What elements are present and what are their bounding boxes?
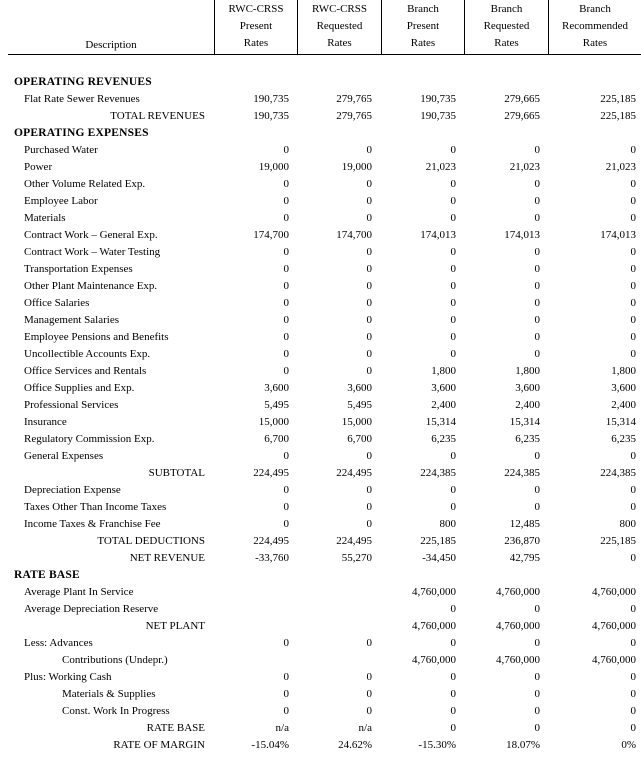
column-header-line: Branch — [579, 3, 611, 15]
cell-value: 0 — [630, 246, 636, 258]
column-header-line: Rates — [410, 37, 436, 49]
cell-value: 224,385 — [420, 467, 456, 479]
cell-value: 0 — [366, 263, 372, 275]
row-label: Average Depreciation Reserve — [24, 603, 159, 615]
table-row — [0, 193, 641, 210]
cell-value: 0 — [630, 212, 636, 224]
cell-value: 0 — [534, 280, 540, 292]
cell-value: 6,235 — [515, 433, 540, 445]
cell-value: 224,495 — [253, 467, 289, 479]
column-header-2 — [297, 0, 381, 54]
cell-value: 190,735 — [253, 93, 289, 105]
cell-value: 0 — [450, 501, 456, 513]
column-header-line: Requested — [316, 20, 363, 32]
table-row — [0, 669, 641, 686]
cell-value: 174,700 — [253, 229, 289, 241]
cell-value: 0 — [534, 484, 540, 496]
row-label: TOTAL REVENUES — [110, 110, 205, 122]
row-label: Uncollectible Accounts Exp. — [24, 348, 151, 360]
cell-value: 0 — [283, 212, 289, 224]
cell-value: 0 — [534, 348, 540, 360]
row-label: Regulatory Commission Exp. — [24, 433, 155, 445]
cell-value: 1,800 — [515, 365, 540, 377]
cell-value: 0 — [366, 212, 372, 224]
section-heading-row — [0, 74, 641, 91]
column-header-line: Rates — [327, 37, 352, 49]
cell-value: 0 — [534, 178, 540, 190]
column-header-5 — [548, 0, 641, 54]
table-row — [0, 482, 641, 499]
cell-value: 0% — [621, 739, 636, 751]
cell-value: 0 — [366, 348, 372, 360]
column-header-line: RWC-CRSS — [311, 3, 368, 15]
row-label: Plus: Working Cash — [24, 671, 112, 683]
row-label: Contract Work – General Exp. — [24, 229, 158, 241]
cell-value: -33,760 — [255, 552, 289, 564]
header-rule — [8, 54, 641, 55]
cell-value: 0 — [283, 314, 289, 326]
cell-value: 4,760,000 — [412, 586, 456, 598]
cell-value: 4,760,000 — [496, 586, 540, 598]
cell-value: 4,760,000 — [592, 654, 636, 666]
cell-value: 0 — [534, 637, 540, 649]
cell-value: 0 — [366, 365, 372, 377]
cell-value: 0 — [534, 671, 540, 683]
table-row — [0, 618, 641, 635]
cell-value: 224,495 — [336, 535, 372, 547]
table-row — [0, 601, 641, 618]
cell-value: 0 — [366, 178, 372, 190]
cell-value: 0 — [366, 671, 372, 683]
cell-value: 0 — [366, 501, 372, 513]
cell-value: 0 — [366, 331, 372, 343]
cell-value: 0 — [283, 263, 289, 275]
cell-value: 0 — [450, 603, 456, 615]
cell-value: 0 — [534, 501, 540, 513]
cell-value: 0 — [450, 212, 456, 224]
cell-value: 0 — [630, 688, 636, 700]
cell-value: 0 — [630, 348, 636, 360]
cell-value: 0 — [534, 603, 540, 615]
cell-value: 190,735 — [420, 93, 456, 105]
cell-value: 0 — [534, 705, 540, 717]
cell-value: 190,735 — [420, 110, 456, 122]
cell-value: 5,495 — [347, 399, 372, 411]
cell-value: 0 — [534, 450, 540, 462]
column-header-line: Branch — [407, 3, 439, 15]
cell-value: 0 — [630, 178, 636, 190]
table-row — [0, 652, 641, 669]
row-label: Transportation Expenses — [24, 263, 133, 275]
cell-value: 0 — [630, 144, 636, 156]
cell-value: 279,665 — [504, 93, 540, 105]
table-row — [0, 737, 641, 754]
cell-value: 0 — [366, 297, 372, 309]
row-label: Management Salaries — [24, 314, 119, 326]
table-row — [0, 550, 641, 567]
column-header-line: Present — [406, 20, 440, 32]
cell-value: 0 — [534, 246, 540, 258]
table-row — [0, 703, 641, 720]
cell-value: 0 — [534, 331, 540, 343]
table-row — [0, 635, 641, 652]
cell-value: 0 — [283, 365, 289, 377]
cell-value: 174,013 — [504, 229, 540, 241]
cell-value: 190,735 — [253, 110, 289, 122]
table-row — [0, 720, 641, 737]
table-row — [0, 295, 641, 312]
cell-value: 3,600 — [431, 382, 456, 394]
row-label: Office Supplies and Exp. — [24, 382, 135, 394]
header-description: Description — [85, 39, 137, 51]
table-row — [0, 380, 641, 397]
row-label: Employee Pensions and Benefits — [24, 331, 169, 343]
cell-value: -15.30% — [418, 739, 456, 751]
cell-value: 0 — [283, 144, 289, 156]
cell-value: 0 — [630, 501, 636, 513]
cell-value: 225,185 — [600, 110, 636, 122]
cell-value: 0 — [630, 484, 636, 496]
cell-value: -34,450 — [422, 552, 456, 564]
row-label: General Expenses — [24, 450, 104, 462]
cell-value: 0 — [450, 280, 456, 292]
table-row — [0, 176, 641, 193]
row-label: Contributions (Undepr.) — [62, 654, 168, 666]
cell-value: 0 — [450, 263, 456, 275]
cell-value: 0 — [366, 450, 372, 462]
column-header-1 — [214, 0, 297, 54]
row-label: Materials — [24, 212, 66, 224]
table-row — [0, 159, 641, 176]
cell-value: n/a — [275, 722, 289, 734]
cell-value: 0 — [450, 144, 456, 156]
table-row — [0, 278, 641, 295]
table-row — [0, 210, 641, 227]
section-title: OPERATING EXPENSES — [14, 127, 149, 139]
row-label: RATE OF MARGIN — [113, 739, 205, 751]
column-header-4 — [464, 0, 548, 54]
row-label: Materials & Supplies — [62, 688, 156, 700]
cell-value: 1,800 — [431, 365, 456, 377]
cell-value: 0 — [366, 518, 372, 530]
cell-value: 0 — [630, 297, 636, 309]
column-header-line: Rates — [494, 37, 519, 49]
cell-value: 3,600 — [347, 382, 372, 394]
cell-value: 0 — [450, 246, 456, 258]
row-label: Less: Advances — [24, 637, 93, 649]
table-row — [0, 448, 641, 465]
cell-value: 0 — [630, 705, 636, 717]
cell-value: 225,185 — [600, 535, 636, 547]
column-header-line: Present — [239, 20, 273, 32]
cell-value: 18.07% — [506, 739, 540, 751]
cell-value: 1,800 — [611, 365, 636, 377]
table-row — [0, 244, 641, 261]
cell-value: 0 — [534, 297, 540, 309]
cell-value: 174,013 — [600, 229, 636, 241]
cell-value: 0 — [534, 144, 540, 156]
table-row — [0, 142, 641, 159]
table-row — [0, 91, 641, 108]
table-row — [0, 363, 641, 380]
cell-value: 0 — [450, 178, 456, 190]
row-label: Professional Services — [24, 399, 119, 411]
cell-value: 0 — [366, 637, 372, 649]
row-label: NET REVENUE — [129, 552, 205, 564]
table-row — [0, 108, 641, 125]
cell-value: 0 — [534, 263, 540, 275]
cell-value: 3,600 — [515, 382, 540, 394]
cell-value: 0 — [450, 314, 456, 326]
cell-value: 0 — [283, 246, 289, 258]
cell-value: 3,600 — [611, 382, 636, 394]
table-row — [0, 686, 641, 703]
column-header-line: Branch — [490, 3, 523, 15]
cell-value: 2,400 — [431, 399, 456, 411]
column-header-line: Recommended — [562, 20, 628, 32]
row-label: Insurance — [24, 416, 67, 428]
cell-value: 0 — [630, 603, 636, 615]
cell-value: 0 — [283, 348, 289, 360]
cell-value: 0 — [630, 314, 636, 326]
cell-value: 0 — [283, 484, 289, 496]
cell-value: 0 — [366, 144, 372, 156]
cell-value: 225,185 — [420, 535, 456, 547]
cell-value: 4,760,000 — [412, 620, 456, 632]
cell-value: 0 — [534, 212, 540, 224]
cell-value: 0 — [450, 484, 456, 496]
cell-value: 0 — [630, 552, 636, 564]
cell-value: 0 — [450, 450, 456, 462]
row-label: Office Services and Rentals — [24, 365, 147, 377]
table-row — [0, 465, 641, 482]
section-title: RATE BASE — [14, 569, 80, 581]
cell-value: 2,400 — [611, 399, 636, 411]
row-label: Contract Work – Water Testing — [24, 246, 161, 258]
row-label: Employee Labor — [24, 195, 98, 207]
row-label: Other Volume Related Exp. — [24, 178, 146, 190]
column-header-3 — [381, 0, 464, 54]
cell-value: 0 — [366, 484, 372, 496]
row-label: RATE BASE — [146, 722, 205, 734]
cell-value: 4,760,000 — [496, 620, 540, 632]
cell-value: 19,000 — [341, 161, 372, 173]
cell-value: 0 — [283, 518, 289, 530]
row-label: Depreciation Expense — [24, 484, 121, 496]
row-label: Other Plant Maintenance Exp. — [24, 280, 158, 292]
cell-value: 15,314 — [425, 416, 456, 428]
cell-value: 0 — [283, 501, 289, 513]
cell-value: 279,765 — [336, 110, 372, 122]
cell-value: 0 — [534, 722, 540, 734]
cell-value: 0 — [283, 297, 289, 309]
cell-value: 0 — [366, 246, 372, 258]
cell-value: 800 — [619, 518, 636, 530]
cell-value: 174,013 — [420, 229, 456, 241]
cell-value: 0 — [366, 280, 372, 292]
row-label: Purchased Water — [24, 144, 98, 156]
table-header — [0, 0, 641, 56]
cell-value: 224,495 — [336, 467, 372, 479]
column-header-line: Rates — [582, 37, 608, 49]
cell-value: 15,000 — [341, 416, 372, 428]
cell-value: 12,485 — [509, 518, 540, 530]
cell-value: 224,385 — [600, 467, 636, 479]
cell-value: 15,314 — [509, 416, 540, 428]
cell-value: 0 — [630, 331, 636, 343]
cell-value: 174,700 — [336, 229, 372, 241]
cell-value: 15,000 — [258, 416, 289, 428]
cell-value: 2,400 — [515, 399, 540, 411]
table-row — [0, 329, 641, 346]
cell-value: 0 — [283, 671, 289, 683]
cell-value: 5,495 — [264, 399, 289, 411]
row-label: Income Taxes & Franchise Fee — [24, 518, 161, 530]
column-header-line: Rates — [243, 37, 269, 49]
row-label: TOTAL DEDUCTIONS — [97, 535, 205, 547]
row-label: Taxes Other Than Income Taxes — [24, 501, 167, 513]
cell-value: 0 — [366, 688, 372, 700]
cell-value: 0 — [630, 450, 636, 462]
table-row — [0, 499, 641, 516]
cell-value: 0 — [630, 637, 636, 649]
cell-value: -15.04% — [251, 739, 289, 751]
section-heading-row — [0, 567, 641, 584]
table-row — [0, 414, 641, 431]
cell-value: 6,700 — [347, 433, 372, 445]
cell-value: 0 — [283, 280, 289, 292]
cell-value: 0 — [450, 637, 456, 649]
cell-value: 0 — [366, 705, 372, 717]
section-title: OPERATING REVENUES — [14, 76, 152, 88]
cell-value: 0 — [283, 637, 289, 649]
cell-value: 0 — [450, 722, 456, 734]
table-row — [0, 431, 641, 448]
row-label: NET PLANT — [145, 620, 205, 632]
cell-value: 0 — [283, 178, 289, 190]
cell-value: 21,023 — [509, 161, 540, 173]
column-header-line: RWC-CRSS — [228, 3, 284, 15]
table-row — [0, 584, 641, 601]
cell-value: 279,665 — [504, 110, 540, 122]
cell-value: 19,000 — [258, 161, 289, 173]
cell-value: 0 — [450, 348, 456, 360]
table-row — [0, 227, 641, 244]
section-heading-row — [0, 125, 641, 142]
cell-value: 4,760,000 — [592, 586, 636, 598]
cell-value: 224,495 — [253, 535, 289, 547]
cell-value: 236,870 — [504, 535, 540, 547]
cell-value: 0 — [283, 331, 289, 343]
cell-value: 0 — [630, 671, 636, 683]
cell-value: 0 — [283, 195, 289, 207]
cell-value: 0 — [450, 297, 456, 309]
cell-value: 0 — [366, 314, 372, 326]
cell-value: 3,600 — [264, 382, 289, 394]
table-row — [0, 516, 641, 533]
cell-value: 6,700 — [264, 433, 289, 445]
cell-value: 0 — [450, 688, 456, 700]
cell-value: 800 — [439, 518, 456, 530]
row-label: Const. Work In Progress — [62, 705, 170, 717]
table-row — [0, 261, 641, 278]
cell-value: 0 — [283, 450, 289, 462]
cell-value: 21,023 — [425, 161, 456, 173]
cell-value: 0 — [450, 331, 456, 343]
row-label: Average Plant In Service — [24, 586, 134, 598]
row-label: Office Salaries — [24, 297, 90, 309]
cell-value: 42,795 — [509, 552, 540, 564]
cell-value: 24.62% — [338, 739, 372, 751]
cell-value: 21,023 — [605, 161, 636, 173]
cell-value: 0 — [630, 722, 636, 734]
cell-value: 0 — [450, 195, 456, 207]
cell-value: 0 — [630, 195, 636, 207]
cell-value: 279,765 — [336, 93, 372, 105]
cell-value: 0 — [630, 263, 636, 275]
row-label: SUBTOTAL — [148, 467, 205, 479]
cell-value: 55,270 — [341, 552, 372, 564]
cell-value: n/a — [358, 722, 372, 734]
cell-value: 0 — [366, 195, 372, 207]
row-label: Power — [24, 161, 53, 173]
cell-value: 0 — [630, 280, 636, 292]
cell-value: 0 — [283, 688, 289, 700]
cell-value: 0 — [450, 671, 456, 683]
table-body — [0, 74, 641, 754]
cell-value: 0 — [534, 688, 540, 700]
table-row — [0, 312, 641, 329]
table-row — [0, 533, 641, 550]
cell-value: 0 — [534, 314, 540, 326]
cell-value: 224,385 — [504, 467, 540, 479]
cell-value: 0 — [450, 705, 456, 717]
cell-value: 0 — [283, 705, 289, 717]
table-row — [0, 397, 641, 414]
cell-value: 4,760,000 — [592, 620, 636, 632]
cell-value: 6,235 — [611, 433, 636, 445]
cell-value: 4,760,000 — [496, 654, 540, 666]
table-row — [0, 346, 641, 363]
cell-value: 0 — [534, 195, 540, 207]
row-label: Flat Rate Sewer Revenues — [24, 93, 140, 105]
cell-value: 4,760,000 — [412, 654, 456, 666]
cell-value: 6,235 — [431, 433, 456, 445]
cell-value: 15,314 — [605, 416, 636, 428]
column-header-line: Requested — [483, 20, 530, 32]
cell-value: 225,185 — [600, 93, 636, 105]
